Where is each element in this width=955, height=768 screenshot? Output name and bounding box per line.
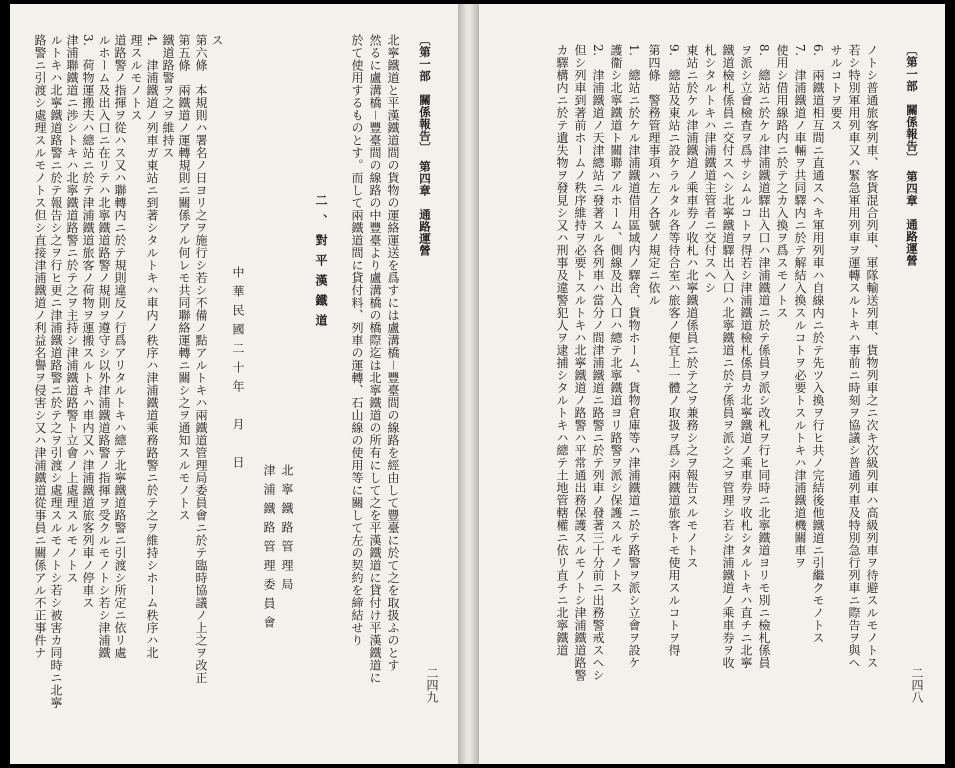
left-page	[10, 4, 458, 764]
text-column: 但シ列車到著前ホームノ秩序維持ヲ必要トスルトキハ北寧鐵道ノ路警ハ平常通出務保護スルモノトシ津浦鐵道路警	[573, 44, 587, 682]
text-column: 3. 荷物運搬夫ハ總站ニ於テ津浦鐵道旅客ノ荷物ヲ運搬スルトキハ車内又ハ津浦鐵道旅客列車ノ停車ス	[81, 34, 95, 609]
right-page	[479, 4, 945, 764]
text-column: サルコトヲ要ス	[829, 44, 843, 132]
right-page-number: 二四八	[910, 667, 924, 703]
book-gutter	[458, 4, 479, 764]
item-7: 7. 津浦鐵道ノ車輛ヲ共同驛内ニ於テ解結入換スルコトヲ必要トスルトキハ津浦鐵道機關車ヲ	[793, 44, 807, 569]
text-column: 北寧鐵道と平漢鐵道間の貨物の運絡運送を爲すには盧溝橋－豐臺間の線路を經由して豐臺に於て之を取扱ふのとす	[386, 34, 400, 672]
text-column: ス	[210, 34, 224, 47]
item-9: 9. 總站及東站ニ設ケラルタル各等待合室ハ旅客ノ便宜上一體ノ取扱ヲ爲シ兩鐵道旅客トモ使用スルコトヲ得	[667, 44, 681, 657]
article-5: 第五條 兩鐵道ノ運轉規則ニ關係アル何レモ共同聯絡運轉ニ關シ之ヲ通知スルモノトス	[177, 34, 191, 522]
date-line: 中華民國二十年 月 日	[231, 266, 245, 475]
text-column: 於て使用するものとす。而して兩鐵道間に貸付料、列車の運轉、石山線の使用等に關して左の契約を締結せり	[350, 34, 364, 647]
text-column: ルトキハ北寧鐵道路警ニ於テ報告シ之ヲ行ヒ更ニ津浦鐵道路警ニ於テ之ヲ引渡シ處理スルモノトシ若シ被害カ同時ニ北寧	[49, 34, 63, 709]
item-2: 2. 津浦鐵道ノ天津總站ニ發著スル各列車ハ當分ノ間津浦鐵道ニ路警ニ於テ列車ノ發著三十分前ニ出務警戒スヘシ	[591, 44, 605, 682]
text-column: 鐵道路警ヲ之ヲ維持ス	[161, 34, 175, 159]
text-column: 津浦聯鐵道ニ渉シトキハ北寧鐵道路警ニ於テ之ヲ主持シ津浦鐵道路警ト立會ノ上處理スルモノトス	[65, 34, 79, 584]
text-column: 道路警ノ指揮ヲ從ハス又ハ聯轉内ニ於テ規則違反ノ行爲アリタルトキハ總テ北寧鐵道路警ニ引渡シ所定ニ依リ處	[113, 34, 127, 659]
left-running-header: 〔第一部 關係報告〕 第四章 通路運營	[418, 34, 432, 257]
left-page-number: 二四九	[425, 667, 439, 703]
text-column: ノトシ普通旅客列車、客貨混合列車、軍隊輸送列車、貨物列車之ニ次キ次級列車ハ高級列車ヲ待避スルモノトス	[865, 44, 879, 669]
signatory-beining: 北寧鐵路管理局	[280, 464, 294, 597]
right-running-header: 〔第一部 關係報告〕 第四章 通路運營	[905, 44, 919, 267]
item-8: 8. 總站ニ於ケル津浦鐵道驛出入口ハ津浦鐵道ニ於テ係員ヲ派シ改札ヲ行ヒ同時ニ北寧鐵道ヨリモ別ニ檢札係員	[757, 44, 771, 669]
text-column: カ驛構内ニ於テ遺失物ヲ發見シ又ハ刑事及違警犯人ヲ逮捕シタルトキハ總テ土地管轄權ニ依リ直チニ北寧鐵道	[555, 44, 569, 657]
item-1: 1. 總站ニ於ケル津浦鐵道借用區域内ノ驛舍、貨物ホーム、貨物倉庫等ハ津浦鐵道ニ於テ路警ヲ派シ立會ヲ設ケ	[627, 44, 641, 669]
article-6: 第六條 本規則ハ署名ノ日ヨリ之ヲ施行シ若シ不備ノ點アルトキハ兩鐵道管理局委員會ニ於テ臨時協議ノ上之ヲ改正	[194, 34, 208, 684]
section-heading: 二、對平漢鐵道	[314, 194, 328, 334]
text-column: 鐵道檢札係員ニ交付スヘシ北寧鐵道驛出入口ハ北寧鐵道ニ於テ係員ヲ派シ之ヲ管理シ若シ津浦鐵道ノ乘車券ヲ收	[721, 44, 735, 669]
text-column: ルホーム及出入口ニ在リテハ北寧鐵道路警ノ規則ヲ遵守シ以外津浦鐵道路警ノ指揮ヲ受クルモノトシ若シ津浦鐵	[97, 34, 111, 659]
text-column: ヲ派シ立會檢査ヲ爲サシムルコトヲ得若シ津浦鐵道檢札係員カ北寧鐵道ノ乘車券ヲ收札シタルトキハ直チニ北寧	[739, 44, 753, 669]
text-column: 然るに盧溝橋－豐臺間の線路の中豐臺より盧溝橋の橋際迄は北寧鐵道の所有にして之を平漢鐵道に貸付け平漢鐵道に	[368, 34, 382, 685]
signatory-jinpu: 津浦鐵路管理委員會	[262, 464, 276, 635]
text-column: 路警ニ引渡シ處理スルモノトス但シ直接津浦鐵道ノ利益名譽ヲ侵害シ又ハ津浦鐵道從事員ニ關係アル不正事件ナ	[33, 34, 47, 659]
text-column: 札シタルトキハ津浦鐵道主管者ニ交付スヘシ	[703, 44, 717, 294]
text-column: 護衞シ北寧鐵道ト關聯アルホーム、側線及出入口ハ總テ北寧鐵道ヨリ路警ヲ派シ保護スルモノトス	[609, 44, 623, 594]
text-column: 東站ニ於ケル津浦鐵道ノ乘車券ノ收札ハ北寧鐵道係員ニ於テ之ヲ兼務シ之ヲ報告スルモノトス	[685, 44, 699, 569]
item-6: 6. 兩鐵道相互間ニ直通スヘキ軍用列車ハ自線内ニ於テ先ツ入換ヲ行ヒ共ノ完結後他鐵道ニ引繼クモノトス	[811, 44, 825, 644]
text-column: 使用シ借用線路内ニ於テ之カ入換ヲ爲スモノトス	[775, 44, 789, 319]
article-4: 第四條 警務管理事項ハ左ノ各號ノ規定ニ依ル	[647, 44, 661, 307]
text-column: 若シ特別軍用列車又ハ緊急軍用列車ヲ運轉スルトキハ事前ニ時刻ヲ協議シ普通列車及特別急行列車ニ際告ヲ與ヘ	[847, 44, 861, 669]
text-column: 理スルモノトス	[129, 34, 143, 122]
text-column: 4. 津浦鐵道ノ列車ガ東站ニ到著シタルトキハ車内ノ秩序ハ津浦鐵道乘務路警ニ於テ之ヲ維持シホーム秩序ハ北	[145, 34, 159, 659]
